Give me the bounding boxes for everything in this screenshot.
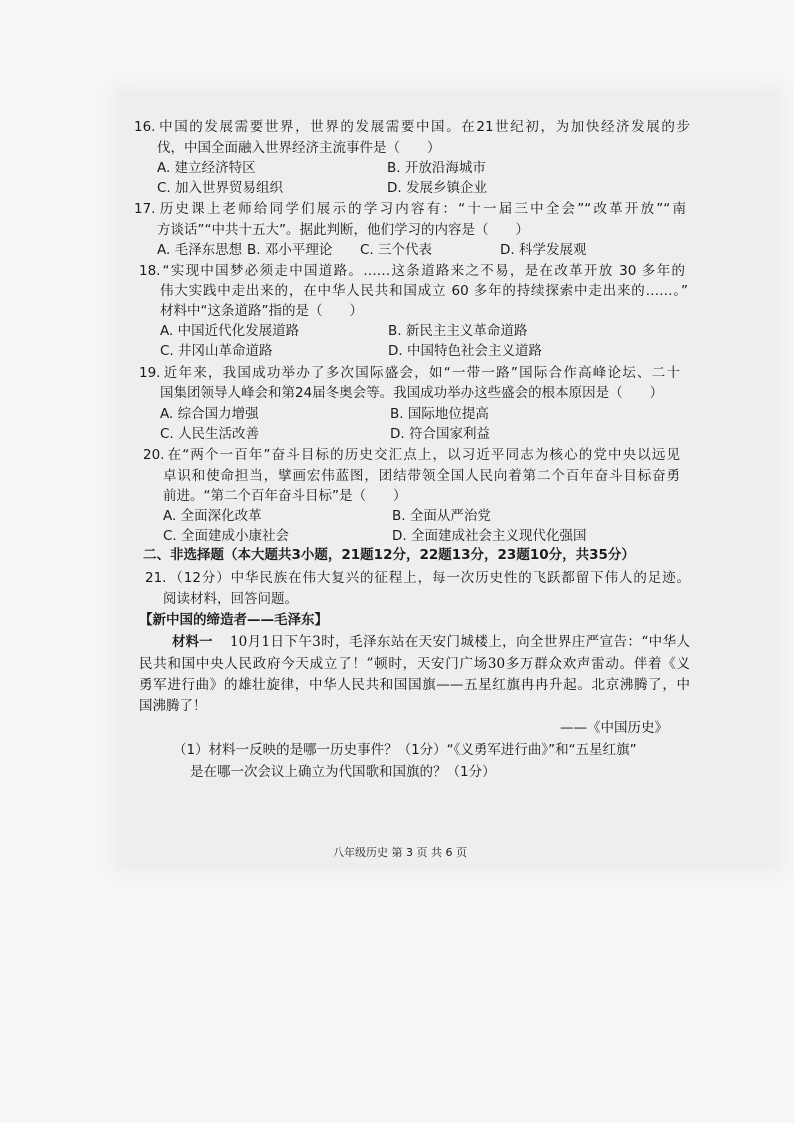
question-19-number: 19. (139, 365, 161, 381)
material-one-line-2: 民共和国中央人民政府今天成立了！”顿时，天安门广场30多万群众欢声雷动。伴着《义 (139, 656, 690, 672)
material-one-label: 材料一 (172, 634, 213, 650)
material-one-line-4: 国沸腾了！ (139, 698, 207, 714)
question-19-option-c: C. 人民生活改善 (160, 426, 260, 442)
page-footer: 八年级历史 第 3 页 共 6 页 (333, 846, 467, 859)
question-19-stem-text: 近年来，我国成功举办了多次国际盛会，如“一带一路”国际合作高峰论坛、二十 (162, 365, 680, 381)
question-16-stem-line-1 (134, 117, 690, 137)
question-18-option-c: C. 井冈山革命道路 (160, 343, 273, 359)
question-16-number: 16. (134, 119, 156, 135)
question-16-option-d: D. 发展乡镇企业 (387, 180, 487, 196)
question-20-option-d: D. 全面建成社会主义现代化强国 (392, 528, 587, 544)
question-18-stem-line-2: 伟大实践中走出来的，在中华人民共和国成立 60 多年的持续探索中走出来的……。” (160, 283, 688, 299)
question-21-stem-line-1 (145, 568, 690, 588)
question-16-option-c: C. 加入世界贸易组织 (157, 180, 284, 196)
question-16-stem-text: 中国的发展需要世界，世界的发展需要中国。在21世纪初，为加快经济发展的步 (157, 119, 690, 135)
question-18-option-b: B. 新民主主义革命道路 (388, 323, 528, 339)
question-19-stem-line-1 (139, 363, 680, 383)
sub-question-1-line-2: 是在哪一次会议上确立为代国歌和国旗的？（1分） (190, 764, 496, 780)
question-17-number: 17. (134, 201, 156, 217)
question-17-option-c: C. 三个代表 (360, 242, 433, 258)
question-17-stem-line-2: 方谈话”“中共十五大”。据此判断，他们学习的内容是（ ） (157, 222, 529, 238)
question-21-stem-line-2: 阅读材料，回答问题。 (163, 591, 298, 607)
question-17-stem-text: 历史课上老师给同学们展示的学习内容有：“十一届三中全会”“改革开放”“南 (157, 201, 686, 217)
question-18-number: 18. (139, 263, 161, 279)
question-17-stem-line-1 (134, 199, 686, 219)
question-21-stem-text: （12分）中华民族在伟大复兴的征程上，每一次历史性的飞跃都留下伟人的足迹。 (168, 570, 690, 586)
question-20-option-b: B. 全面从严治党 (392, 508, 491, 524)
question-21-heading: 【新中国的缔造者——毛泽东】 (139, 612, 328, 628)
question-18-stem-text: “实现中国梦必须走中国道路。……这条道路来之不易，是在改革开放 30 多年的 (162, 263, 685, 279)
material-one-line-3: 勇军进行曲》的雄壮旋律，中华人民共和国国旗——五星红旗冉冉升起。北京沸腾了，中 (139, 677, 690, 693)
material-one-line-1: 10月1日下午3时，毛泽东站在天安门城楼上，向全世界庄严宣告：“中华人 (230, 634, 690, 650)
question-17-option-a: A. 毛泽东思想 (157, 242, 243, 258)
material-one-source: ——《中国历史》 (560, 720, 668, 736)
question-19-option-b: B. 国际地位提高 (390, 406, 489, 422)
sub-question-1-line-1 (173, 740, 637, 760)
sub-question-1-label: （1） (173, 742, 209, 758)
question-20-option-a: A. 全面深化改革 (163, 508, 262, 524)
question-20-stem-text: 在“两个一百年”奋斗目标的历史交汇点上，以习近平同志为核心的党中央以远见 (166, 447, 680, 463)
question-20-stem-line-1 (143, 445, 680, 465)
question-19-option-a: A. 综合国力增强 (160, 406, 259, 422)
question-20-stem-line-3: 前进。“第二个百年奋斗目标”是（ ） (163, 488, 407, 504)
question-18-stem-line-3: 材料中“这条道路”指的是（ ） (160, 303, 363, 319)
question-17-option-b: B. 邓小平理论 (247, 242, 333, 258)
question-16-option-b: B. 开放沿海城市 (387, 160, 486, 176)
sub-question-1-text: 材料一反映的是哪一历史事件？（1分）“《义勇军进行曲》”和“五星红旗” (208, 742, 637, 758)
question-16-stem-line-2: 伐，中国全面融入世界经济主流事件是（ ） (157, 140, 441, 156)
question-19-stem-line-2: 国集团领导人峰会和第24届冬奥会等。我国成功举办这些盛会的根本原因是（ ） (160, 385, 664, 401)
question-20-stem-line-2: 卓识和使命担当，擘画宏伟蓝图，团结带领全国人民向着第二个百年奋斗目标奋勇 (163, 468, 680, 484)
question-17-option-d: D. 科学发展观 (500, 242, 587, 258)
question-20-number: 20. (143, 447, 165, 463)
question-19-option-d: D. 符合国家利益 (390, 426, 490, 442)
question-18-stem-line-1 (139, 261, 685, 281)
question-21-number: 21. (145, 570, 167, 586)
question-16-option-a: A. 建立经济特区 (157, 160, 256, 176)
question-20-option-c: C. 全面建成小康社会 (163, 528, 290, 544)
section-two-title: 二、非选择题（本大题共3小题，21题12分，22题13分，23题10分，共35分） (143, 547, 635, 563)
question-18-option-d: D. 中国特色社会主义道路 (388, 343, 542, 359)
question-18-option-a: A. 中国近代化发展道路 (160, 323, 300, 339)
